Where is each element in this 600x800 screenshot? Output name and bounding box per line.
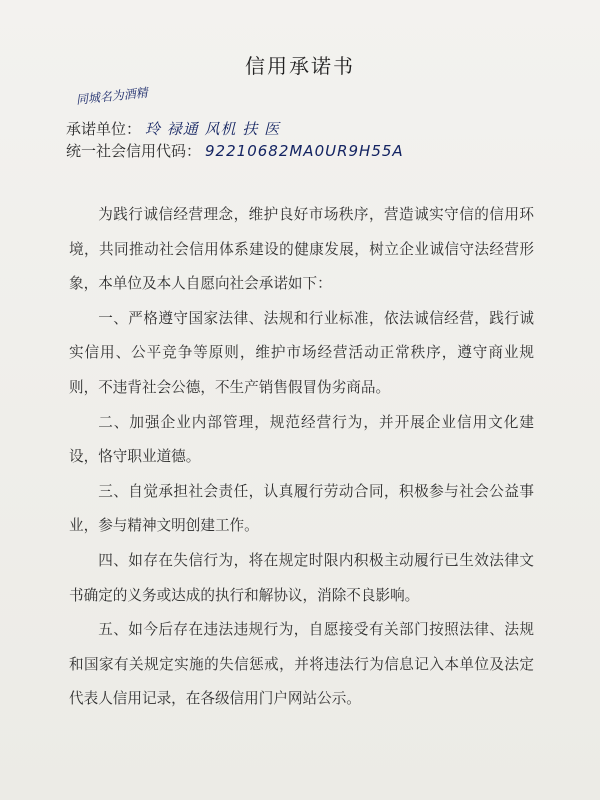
credit-code-line bbox=[66, 140, 404, 161]
commitment-paragraph-4: 四、如存在失信行为，将在规定时限内积极主动履行已生效法律文书确定的义务或达成的执行和解协议，消除不良影响。 bbox=[69, 551, 534, 604]
credit-code-value: 92210682MA0UR9H55A bbox=[205, 142, 404, 160]
commitment-paragraph-2: 二、加强企业内部管理，规范经营行为，并开展企业信用文化建设，恪守职业道德。 bbox=[69, 413, 534, 466]
document-title: 信用承诺书 bbox=[245, 54, 355, 78]
handwritten-note: 同城名为酒精 bbox=[75, 85, 149, 107]
commitment-paragraph-5: 五、如今后存在违法违规行为，自愿接受有关部门按照法律、法规和国家有关规定实施的失信惩戒，并将违法行为信息记入本单位及法定代表人信用记录，在各级信用门户网站公示。 bbox=[69, 621, 534, 708]
commitment-paragraph-3: 三、自觉承担社会责任，认真履行劳动合同，积极参与社会公益事业，参与精神文明创建工作。 bbox=[69, 482, 534, 535]
commitment-paragraph-1: 一、严格遵守国家法律、法规和行业标准，依法诚信经营，践行诚实信用、公平竞争等原则，维护市场经营活动正常秩序，遵守商业规则，不违背社会公德，不生产销售假冒伪劣商品。 bbox=[69, 309, 534, 396]
credit-code-label: 统一社会信用代码： bbox=[66, 142, 202, 160]
committing-unit-value: 玲 禄通 风机 扶 医 bbox=[145, 120, 281, 138]
intro-paragraph: 为践行诚信经营理念，维护良好市场秩序，营造诚实守信的信用环境，共同推动社会信用体系建设的健康发展，树立企业诚信守法经营形象，本单位及本人自愿向社会承诺如下： bbox=[69, 206, 534, 293]
committing-unit-line bbox=[66, 118, 280, 139]
document-body bbox=[69, 198, 534, 717]
committing-unit-label: 承诺单位： bbox=[66, 120, 142, 138]
